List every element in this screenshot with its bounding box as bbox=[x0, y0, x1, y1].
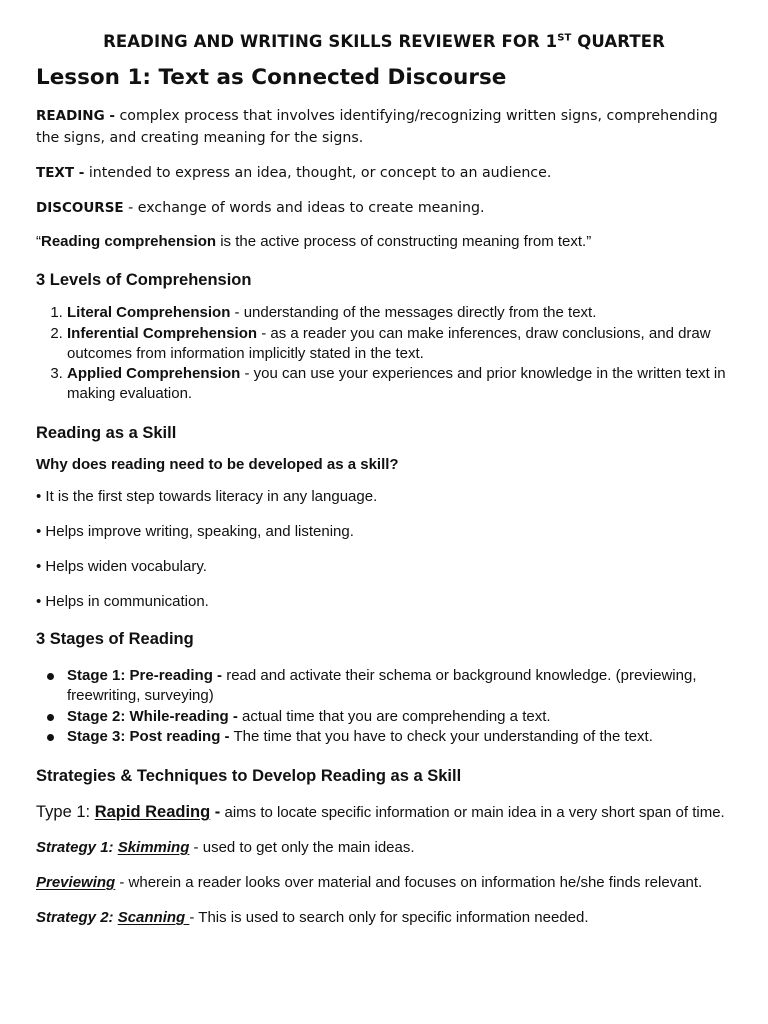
definition-term: TEXT - bbox=[36, 165, 85, 181]
previewing-text: - wherein a reader looks over material and focuses on information he/she finds relevant. bbox=[115, 874, 703, 891]
skill-heading: Reading as a Skill bbox=[36, 424, 177, 442]
list-item bbox=[67, 364, 732, 404]
type-dash: - bbox=[210, 803, 221, 821]
lesson-title: Lesson 1: Text as Connected Discourse bbox=[36, 65, 507, 90]
definition-reading bbox=[36, 105, 732, 149]
document-title-superscript: ST bbox=[557, 32, 572, 44]
bullet-dot-icon bbox=[47, 734, 54, 741]
list-item-term: Applied Comprehension bbox=[67, 365, 241, 382]
strategy-prefix: Strategy 1: bbox=[36, 839, 118, 856]
levels-list bbox=[36, 303, 732, 404]
strategies-heading: Strategies & Techniques to Develop Reading as a Skill bbox=[36, 767, 462, 785]
type-text: aims to locate specific information or main idea in a very short span of time. bbox=[220, 804, 725, 821]
definition-text: complex process that involves identifying/recognizing written signs, comprehending the signs, and creating meaning for the signs. bbox=[36, 108, 718, 146]
type-1-rapid-reading bbox=[36, 802, 732, 823]
stages-heading: 3 Stages of Reading bbox=[36, 630, 194, 648]
list-item: • Helps widen vocabulary. bbox=[36, 558, 207, 575]
strategy-1-skimming bbox=[36, 838, 732, 858]
strategy-text: - used to get only the main ideas. bbox=[189, 839, 415, 856]
quote-term: Reading comprehension bbox=[41, 233, 217, 250]
document-title-text: READING AND WRITING SKILLS REVIEWER FOR 1 bbox=[103, 32, 558, 51]
list-item bbox=[67, 666, 732, 706]
bullet-dot-icon bbox=[47, 714, 54, 721]
definition-text: - exchange of words and ideas to create meaning. bbox=[123, 200, 485, 216]
list-item-text: The time that you have to check your understanding of the text. bbox=[229, 728, 653, 745]
levels-heading: 3 Levels of Comprehension bbox=[36, 271, 252, 289]
definition-discourse bbox=[36, 197, 732, 219]
type-prefix: Type 1: bbox=[36, 803, 95, 821]
stages-list bbox=[36, 666, 732, 747]
list-item-term: Stage 2: While-reading - bbox=[67, 707, 238, 725]
list-item-term: Stage 3: Post reading - bbox=[67, 728, 230, 745]
document-title bbox=[36, 32, 732, 51]
list-item bbox=[67, 707, 732, 727]
list-item-text: actual time that you are comprehending a text. bbox=[237, 707, 551, 725]
list-item-term: Inferential Comprehension bbox=[67, 324, 258, 342]
strategy-2-scanning bbox=[36, 908, 732, 928]
strategy-name: Skimming bbox=[117, 839, 190, 856]
document-title-end: QUARTER bbox=[571, 32, 665, 51]
list-item-text: - understanding of the messages directly from the text. bbox=[230, 304, 597, 321]
type-name: Rapid Reading bbox=[94, 803, 211, 821]
definition-text-item bbox=[36, 162, 732, 184]
quote-reading-comprehension bbox=[36, 232, 732, 252]
list-item bbox=[67, 303, 732, 323]
bullet-dot-icon bbox=[47, 673, 54, 680]
list-item-text: - you can use your experiences and prior knowledge in the written text in making evaluation. bbox=[67, 365, 726, 402]
strategy-prefix: Strategy 2: bbox=[36, 909, 118, 926]
list-item-term: Stage 1: Pre-reading - bbox=[67, 667, 223, 684]
quote-open-mark: “ bbox=[36, 233, 41, 250]
skill-question: Why does reading need to be developed as a skill? bbox=[36, 456, 399, 473]
definition-term: DISCOURSE bbox=[36, 200, 124, 216]
list-item-text: - as a reader you can make inferences, draw conclusions, and draw outcomes from information implicitly stated in the text. bbox=[67, 324, 711, 362]
strategy-text: - This is used to search only for specific information needed. bbox=[189, 909, 589, 926]
list-item bbox=[67, 324, 732, 364]
list-item-term: Literal Comprehension bbox=[67, 304, 231, 321]
list-item: • It is the first step towards literacy in any language. bbox=[36, 488, 378, 505]
definition-term: READING - bbox=[36, 108, 115, 124]
previewing-term: Previewing bbox=[36, 874, 116, 891]
quote-text: is the active process of constructing meaning from text.” bbox=[216, 233, 592, 250]
previewing-definition bbox=[36, 873, 732, 893]
list-item: • Helps improve writing, speaking, and listening. bbox=[36, 523, 354, 540]
list-item bbox=[67, 727, 732, 747]
list-item: • Helps in communication. bbox=[36, 593, 209, 610]
list-item-text: read and activate their schema or background knowledge. (previewing, freewriting, surveying) bbox=[67, 667, 697, 704]
definition-text: intended to express an idea, thought, or concept to an audience. bbox=[84, 165, 552, 181]
strategy-name: Scanning bbox=[117, 909, 190, 926]
